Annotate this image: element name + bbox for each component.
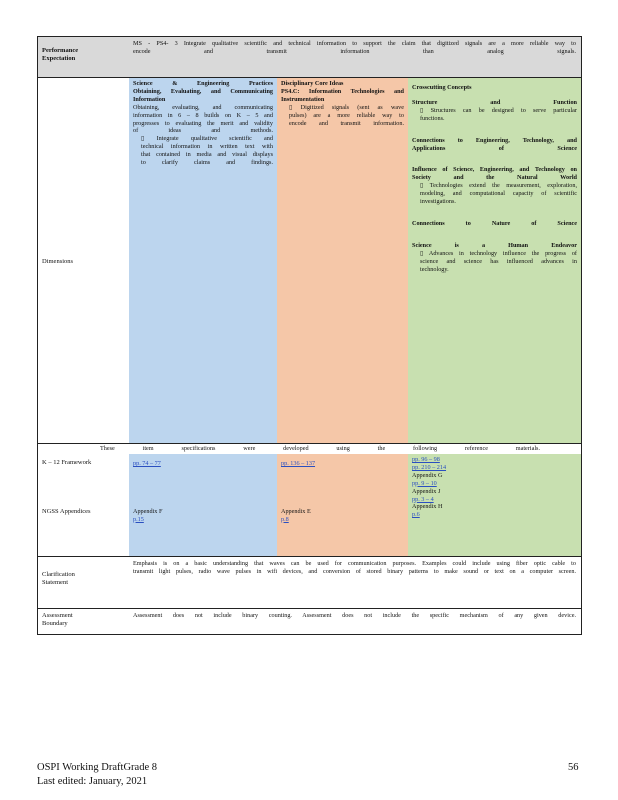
- ccc-influence-title: Influence of Science, Engineering, and Technology on Society and the Natural World: [412, 166, 577, 182]
- ngss-label: NGSS Appendices: [42, 508, 91, 515]
- dci-column: [277, 78, 408, 443]
- sep-subtitle: Obtaining, Evaluating, and Communicating Information: [133, 87, 273, 103]
- performance-expectation-text: MS - PS4- 3 Integrate qualitative scientific and technical information to support the claim that digitized signals are a more reliable way to encode and transmit information than analog signals.: [133, 40, 576, 55]
- references-row: [38, 444, 581, 557]
- ccc-appendix-g-pages[interactable]: pp. 9 – 10: [412, 479, 437, 487]
- dci-subtitle: PS4.C: Information Technologies and Instrumentation: [281, 87, 404, 103]
- sep-refs: [129, 454, 277, 556]
- footer-grade: Grade 8: [123, 762, 157, 773]
- ccc-appendix-j-pages[interactable]: pp. 3 – 4: [412, 495, 434, 503]
- dci-framework-pages[interactable]: pp. 136 – 137: [281, 460, 316, 467]
- dci-appendix: Appendix E: [281, 507, 311, 515]
- clarification-text: Emphasis is on a basic understanding that waves can be used for communication purposes. Examples could include using fiber optic cable to transmit light pulses, radio wave pulses in wifi devices, and conversion of stored binary patterns to make sound or text on a computer screen.: [133, 560, 576, 575]
- references-note: These item specifications were developed using the following reference materials.: [100, 445, 540, 452]
- ccc-human-endeavor-body: ▯ Advances in technology influence the progress of science and science has influenced advances in technology.: [420, 249, 577, 273]
- ccc-framework-pages-1[interactable]: pp. 96 – 98: [412, 456, 440, 463]
- sep-title: Science & Engineering Practices: [133, 80, 273, 87]
- ccc-connections-eng-title: Connections to Engineering, Technology, and Applications of Science: [412, 136, 577, 152]
- ccc-appendix-j: Appendix J: [412, 487, 441, 495]
- ccc-refs: [408, 454, 581, 556]
- ccc-appendix-h: Appendix H: [412, 503, 443, 511]
- dimensions-label: Dimensions: [42, 258, 74, 265]
- dci-appendix-page[interactable]: p.8: [281, 515, 289, 523]
- clarification-label: Clarification Statement: [42, 571, 75, 586]
- ccc-structure-body: ▯ Structures can be designed to serve particular functions.: [420, 106, 577, 122]
- dci-title: Disciplinary Core Ideas: [281, 80, 344, 87]
- ccc-title: Crosscutting Concepts: [412, 84, 472, 91]
- clarification-row: [38, 557, 581, 609]
- ccc-structure-title: Structure and Function: [412, 98, 577, 106]
- sep-body: Obtaining, evaluating, and communicating information in 6 – 8 builds on K – 5 and progresses to evaluating the merit and validity of ideas and methods.: [133, 103, 273, 135]
- ccc-framework-pages-2[interactable]: pp. 210 – 214: [412, 463, 447, 471]
- dimensions-row: [38, 78, 581, 444]
- page-number: 56: [568, 762, 579, 773]
- dci-bullet: ▯ Digitized signals (sent as wave pulses) are a more reliable way to encode and transmit information.: [289, 103, 404, 127]
- sep-bullet: ▯ Integrate qualitative scientific and technical information in written text with that contained in media and visual displays to clarify claims and findings.: [141, 135, 273, 167]
- footer-last-edited: Last edited: January, 2021: [37, 776, 148, 787]
- boundary-row: [38, 609, 581, 634]
- ccc-appendix-g: Appendix G: [412, 471, 443, 479]
- item-spec-table: [37, 36, 582, 635]
- performance-expectation-label: Performance Expectation: [42, 47, 79, 62]
- performance-expectation-row: [38, 37, 581, 78]
- ccc-influence-body: ▯ Technologies extend the measurement, exploration, modeling, and computational capacity of scientific investigations.: [420, 182, 577, 206]
- boundary-text: Assessment does not include binary counting. Assessment does not include the specific mechanism of any given device.: [133, 612, 576, 619]
- sep-column: [129, 78, 277, 443]
- footer-draft-label: OSPI Working Draft: [37, 762, 124, 773]
- sep-appendix: Appendix F: [133, 507, 163, 515]
- dci-refs: [277, 454, 408, 556]
- sep-framework-pages[interactable]: pp. 74 – 77: [133, 460, 161, 467]
- footer-draft: [37, 762, 157, 774]
- ccc-appendix-h-page[interactable]: p.6: [412, 511, 420, 519]
- sep-appendix-page[interactable]: p.15: [133, 515, 144, 523]
- framework-label: K – 12 Framework: [42, 459, 92, 466]
- ccc-connections-nos-title: Connections to Nature of Science: [412, 219, 577, 227]
- ccc-human-endeavor-title: Science is a Human Endeavor: [412, 241, 577, 249]
- ccc-column: [408, 78, 581, 443]
- boundary-label: Assessment Boundary: [42, 612, 73, 627]
